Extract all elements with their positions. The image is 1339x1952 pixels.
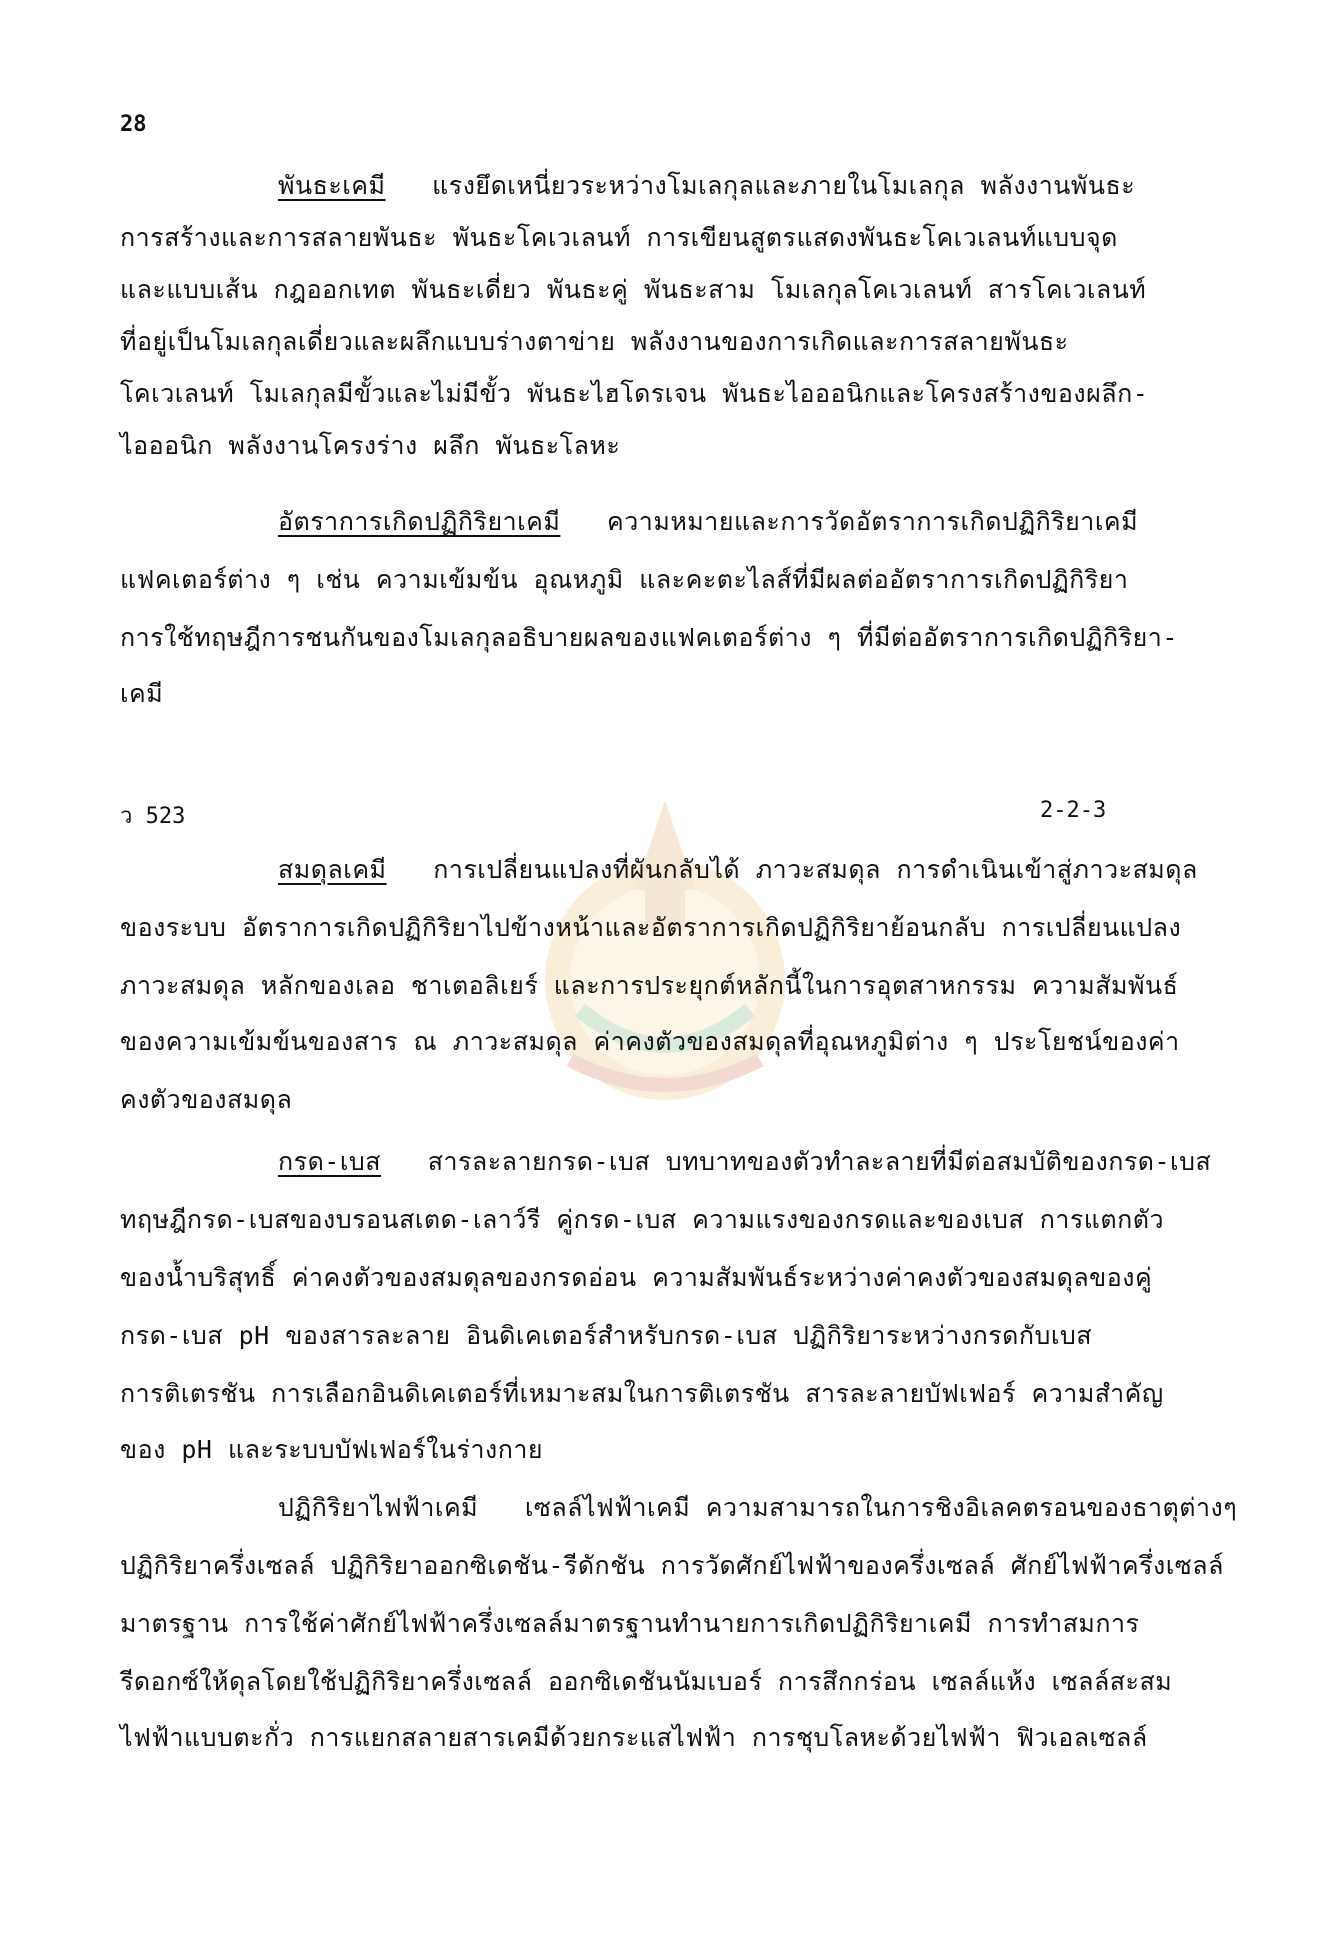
rate-heading: อัตราการเกิดปฏิกิริยาเคมี <box>278 507 561 536</box>
page-number: 28 <box>120 112 147 137</box>
equilibrium-paragraph-line-5: คงตัวของสมดุล <box>120 1085 293 1114</box>
acid-base-paragraph-line-3: ของน้ำบริสุทธิ์ ค่าคงตัวของสมดุลของกรดอ่อน ความสัมพันธ์ระหว่างค่าคงตัวของสมดุลของคู่ <box>120 1263 1153 1292</box>
equilibrium-paragraph-line-2: ของระบบ อัตราการเกิดปฏิกิริยาไปข้างหน้าและอัตราการเกิดปฏิกิริยาย้อนกลับ การเปลี่ยนแปลง <box>120 913 1182 942</box>
electrochem-paragraph-line-2: ปฏิกิริยาครึ่งเซลล์ ปฏิกิริยาออกซิเดชัน-รีดักชัน การวัดศักย์ไฟฟ้าของครึ่งเซลล์ ศักย์ไฟฟ้าครึ่งเซลล์ <box>120 1551 1224 1580</box>
equilibrium-paragraph-line-3: ภาวะสมดุล หลักของเลอ ชาเตอลิเยร์ และการประยุกต์หลักนี้ในการอุตสาหกรรม ความสัมพันธ์ <box>120 971 1179 1000</box>
acid-base-paragraph-line-5: การติเตรชัน การเลือกอินดิเคเตอร์ที่เหมาะสมในการติเตรชัน สารละลายบัฟเฟอร์ ความสำคัญ <box>120 1379 1164 1408</box>
acid-base-paragraph-line-2: ทฤษฎีกรด-เบสของบรอนสเตด-เลาว์รี คู่กรด-เบส ความแรงของกรดและของเบส การแตกตัว <box>120 1205 1165 1234</box>
course-credit: 2-2-3 <box>1040 798 1107 823</box>
electrochem-paragraph-line-1: ปฏิกิริยาไฟฟ้าเคมี เซลล์ไฟฟ้าเคมี ความสามารถในการชิงอิเลคตรอนของธาตุต่างๆ <box>278 1493 1238 1522</box>
rate-paragraph-line-1: อัตราการเกิดปฏิกิริยาเคมี ความหมายและการวัดอัตราการเกิดปฏิกิริยาเคมี <box>278 507 1139 536</box>
equilibrium-heading: สมดุลเคมี <box>278 855 387 884</box>
acid-base-heading: กรด-เบส <box>278 1147 382 1176</box>
bonding-heading: พันธะเคมี <box>278 171 386 200</box>
electrochem-heading: ปฏิกิริยาไฟฟ้าเคมี <box>278 1493 479 1522</box>
acid-base-paragraph-line-4: กรด-เบส pH ของสารละลาย อินดิเคเตอร์สำหรับกรด-เบส ปฏิกิริยาระหว่างกรดกับเบส <box>120 1321 1093 1350</box>
equilibrium-paragraph-line-1: สมดุลเคมี การเปลี่ยนแปลงที่ผันกลับได้ ภาวะสมดุล การดำเนินเข้าสู่ภาวะสมดุล <box>278 855 1198 884</box>
emblem-watermark-icon <box>520 780 810 1120</box>
equilibrium-paragraph-line-4: ของความเข้มข้นของสาร ณ ภาวะสมดุล ค่าคงตัวของสมดุลที่อุณหภูมิต่าง ๆ ประโยชน์ของค่า <box>120 1027 1180 1056</box>
bonding-paragraph-line-3: และแบบเส้น กฎออกเทต พันธะเดี่ยว พันธะคู่ พันธะสาม โมเลกุลโคเวเลนท์ สารโคเวเลนท์ <box>120 275 1147 304</box>
rate-paragraph-line-4: เคมี <box>120 679 164 708</box>
bonding-paragraph-line-1: พันธะเคมี แรงยึดเหนี่ยวระหว่างโมเลกุลและภายในโมเลกุล พลังงานพันธะ <box>278 171 1136 200</box>
acid-base-paragraph-line-6: ของ pH และระบบบัฟเฟอร์ในร่างกาย <box>120 1435 544 1464</box>
rate-paragraph-line-2: แฟคเตอร์ต่าง ๆ เช่น ความเข้มข้น อุณหภูมิ และคะตะไลส์ที่มีผลต่ออัตราการเกิดปฏิกิริยา <box>120 565 1129 594</box>
electrochem-paragraph-line-3: มาตรฐาน การใช้ค่าศักย์ไฟฟ้าครึ่งเซลล์มาตรฐานทำนายการเกิดปฏิกิริยาเคมี การทำสมการ <box>120 1609 1140 1638</box>
electrochem-paragraph-line-5: ไฟฟ้าแบบตะกั่ว การแยกสลายสารเคมีด้วยกระแสไฟฟ้า การชุบโลหะด้วยไฟฟ้า ฟิวเอลเซลล์ <box>120 1723 1148 1752</box>
course-code: ว 523 <box>120 804 186 829</box>
bonding-paragraph-line-4: ที่อยู่เป็นโมเลกุลเดี่ยวและผลึกแบบร่างตาข่าย พลังงานของการเกิดและการสลายพันธะ <box>120 327 1069 356</box>
bonding-paragraph-line-2: การสร้างและการสลายพันธะ พันธะโคเวเลนท์ การเขียนสูตรแสดงพันธะโคเวเลนท์แบบจุด <box>120 223 1118 252</box>
bonding-paragraph-line-6: ไอออนิก พลังงานโครงร่าง ผลึก พันธะโลหะ <box>120 431 621 460</box>
electrochem-paragraph-line-4: รีดอกซ์ให้ดุลโดยใช้ปฏิกิริยาครึ่งเซลล์ ออกซิเดชันนัมเบอร์ การสึกกร่อน เซลล์แห้ง เซลล์สะสม <box>120 1667 1173 1696</box>
bonding-paragraph-line-5: โคเวเลนท์ โมเลกุลมีขั้วและไม่มีขั้ว พันธะไฮโดรเจน พันธะไอออนิกและโครงสร้างของผลึก- <box>120 379 1149 408</box>
acid-base-paragraph-line-1: กรด-เบส สารละลายกรด-เบส บทบาทของตัวทำละลายที่มีต่อสมบัติของกรด-เบส <box>278 1147 1212 1176</box>
rate-paragraph-line-3: การใช้ทฤษฎีการชนกันของโมเลกุลอธิบายผลของแฟคเตอร์ต่าง ๆ ที่มีต่ออัตราการเกิดปฏิกิริยา- <box>120 623 1178 652</box>
